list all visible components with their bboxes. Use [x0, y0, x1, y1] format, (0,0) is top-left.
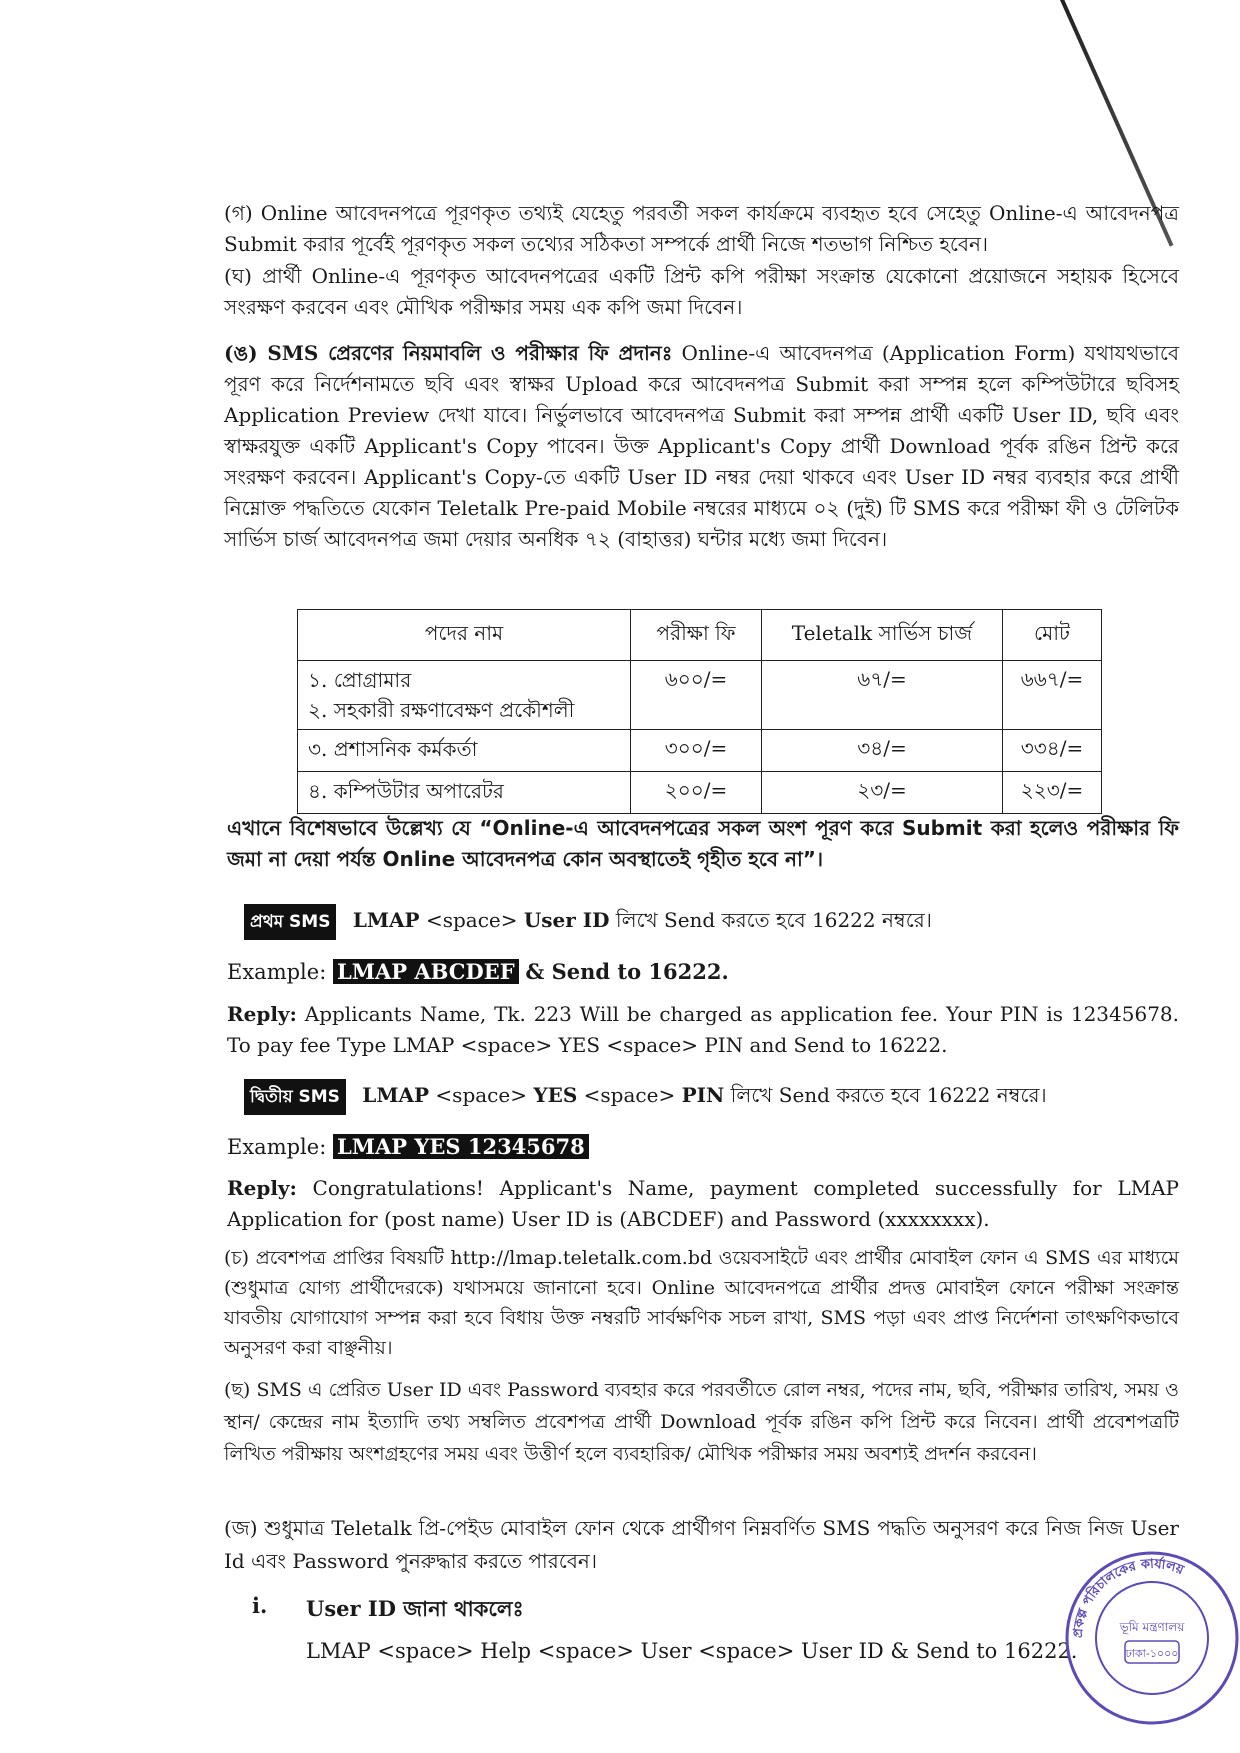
post-name: ৩. প্রশাসনিক কর্মকর্তা [308, 737, 478, 761]
list-marker-i: i. [252, 1593, 268, 1618]
post-name-cell [298, 661, 631, 730]
service-charge-cell: ৩৪/= [762, 730, 1003, 772]
header-service-charge: Teletalk সার্ভিস চার্জ [762, 610, 1003, 661]
post-name-cell [298, 730, 631, 772]
paragraph-ja: (জ) শুধুমাত্র Teletalk প্রি-পেইড মোবাইল ফোন থেকে প্রার্থীগণ নিম্নবর্ণিত SMS পদ্ধতি অনুসরণ করে নিজ নিজ User Id এবং Password পুনরুদ্ধার করতে পারবেন। [224, 1516, 1179, 1573]
sms2-cmd-d: <space> [583, 1083, 676, 1107]
paragraph-cha: (চ) প্রবেশপত্র প্রাপ্তির বিষয়টি http://lmap.teletalk.com.bd ওয়েবসাইটে এবং প্রার্থীর মোবাইল ফোন এ SMS এর মাধ্যমে (শুধুমাত্র যোগ্য প্রার্থীদেরকে) যথাসময়ে জানানো হবে। Online আবেদনপত্রে প্রার্থীর প্রদত্ত মোবাইল ফোনে পরীক্ষা সংক্রান্ত যাবতীয় যোগাযোগ সম্পন্ন করা হবে বিধায় উক্ত নম্বরটি সার্বক্ষণিক সচল রাখা, SMS পড়া এবং প্রাপ্ত নির্দেশনা তাৎক্ষণিকভাবে অনুসরণ করা বাঞ্ছনীয়। [224, 1247, 1179, 1359]
sms2-cmd-b: <space> [435, 1083, 527, 1107]
header-total: মোট [1003, 610, 1102, 661]
important-notice: এখানে বিশেষভাবে উল্লেখ্য যে “Online-এ আবেদনপত্রের সকল অংশ পূরণ করে Submit করা হলেও পরীক্ষার ফি জমা না দেয়া পর্যন্ত Online আবেদনপত্র কোন অবস্থাতেই গৃহীত হবে না”। [227, 816, 1179, 871]
sms1-reply [227, 999, 1179, 1061]
paragraph-chha: (ছ) SMS এ প্রেরিত User ID এবং Password ব্যবহার করে পরবর্তীতে রোল নম্বর, পদের নাম, ছবি, পরীক্ষার তারিখ, সময় ও স্থান/ কেন্দ্রের নাম ইত্যাদি তথ্য সম্বলিত প্রবেশপত্র প্রার্থী Download পূর্বক রঙিন কপি প্রিন্ট করে নিবেন। প্রার্থী প্রবেশপত্রটি লিখিত পরীক্ষায় অংশগ্রহণের সময় এবং উত্তীর্ণ হলে ব্যবহারিক/ মৌখিক পরীক্ষার সময় অবশ্যই প্রদর্শন করবেন। [224, 1379, 1179, 1465]
sms2-reply [227, 1173, 1179, 1235]
exam-fee-cell: ৩০০/= [631, 730, 762, 772]
sms2-rest: লিখে Send করতে হবে 16222 নম্বরে। [730, 1083, 1047, 1107]
list-i-heading: User ID জানা থাকলেঃ [306, 1596, 524, 1621]
sms2-example [227, 1130, 589, 1164]
sms1-instruction [244, 902, 932, 940]
service-charge-cell: ২৩/= [762, 772, 1003, 814]
post-name: ৪. কম্পিউটার অপারেটর [308, 779, 504, 803]
paragraph-ga: (গ) Online আবেদনপত্রে পূরণকৃত তথ্যই যেহেতু পরবর্তী সকল কার্যক্রমে ব্যবহৃত হবে সেহেতু Online-এ আবেদনপত্র Submit করার পূর্বেই পূরণকৃত সকল তথ্যের সঠিকতা সম্পর্কে প্রার্থী নিজে শতভাগ নিশ্চিত হবেন। [224, 201, 1179, 256]
paragraph-uma-body: Online-এ আবেদনপত্র (Application Form) যথাযথভাবে পূরণ করে নির্দেশনামতে ছবি এবং স্বাক্ষর Upload করে আবেদনপত্র Submit করা সম্পন্ন হলে কম্পিউটারে ছবিসহ Application Preview দেখা যাবে। নির্ভুলভাবে আবেদনপত্র Submit করা সম্পন্ন প্রার্থী একটি User ID, ছবি এবং স্বাক্ষরযুক্ত একটি Applicant's Copy পাবেন। উক্ত Applicant's Copy প্রার্থী Download পূর্বক রঙিন প্রিন্ট করে সংরক্ষণ করবেন। Applicant's Copy-তে একটি User ID নম্বর দেয়া থাকবে এবং User ID নম্বর ব্যবহার করে প্রার্থী নিম্নোক্ত পদ্ধতিতে যেকোন Teletalk Pre-paid Mobile নম্বরের মাধ্যমে ০২ (দুই) টি SMS করে পরীক্ষা ফী ও টেলিটক সার্ভিস চার্জ আবেদনপত্র জমা দেয়ার অনধিক ৭২ (বাহাত্তর) ঘন্টার মধ্যে জমা দিবেন। [224, 341, 1180, 551]
post-name-cell [298, 772, 631, 814]
post-name: ১. প্রোগ্রামার [308, 668, 412, 692]
sms2-reply-text: Congratulations! Applicant's Name, payment completed successfully for LMAP Application for (post name) User ID is (ABCDEF) and Password (xxxxxxxx). [227, 1176, 1180, 1231]
sms2-tag: দ্বিতীয় SMS [244, 1079, 346, 1115]
header-post-name: পদের নাম [298, 610, 631, 661]
sms1-reply-label: Reply: [227, 1002, 297, 1026]
sms1-example-code: LMAP ABCDEF [333, 959, 519, 984]
sms1-reply-text: Applicants Name, Tk. 223 Will be charged as application fee. Your PIN is 12345678. To pay fee Type LMAP <space> YES <space> PIN and Send to 16222. [227, 1002, 1180, 1057]
sms2-example-label: Example: [227, 1135, 327, 1159]
table-row [298, 730, 1102, 772]
sms2-instruction [244, 1077, 1047, 1115]
table-row [298, 772, 1102, 814]
official-seal-icon [1063, 1549, 1240, 1727]
post-name: ২. সহকারী রক্ষণাবেক্ষণ প্রকৌশলী [308, 698, 575, 722]
total-cell: ৬৬৭/= [1003, 661, 1102, 730]
exam-fee-cell: ৬০০/= [631, 661, 762, 730]
sms1-example-label: Example: [227, 960, 327, 984]
sms2-example-code: LMAP YES 12345678 [333, 1134, 589, 1159]
fee-table-header-row [298, 610, 1102, 661]
exam-fee-cell: ২০০/= [631, 772, 762, 814]
sms1-example-rest: & Send to 16222. [525, 959, 729, 984]
sms1-tag: প্রথম SMS [244, 904, 336, 940]
sms2-cmd-e: PIN [681, 1083, 725, 1107]
paragraph-uma [224, 338, 1179, 555]
svg-text:ভূমি মন্ত্রণালয়: ভূমি মন্ত্রণালয় [1119, 1620, 1185, 1634]
table-row [298, 661, 1102, 730]
total-cell: ২২৩/= [1003, 772, 1102, 814]
sms2-cmd-c: YES [533, 1083, 578, 1107]
sms1-rest: লিখে Send করতে হবে 16222 নম্বরে। [615, 908, 932, 932]
header-exam-fee: পরীক্ষা ফি [631, 610, 762, 661]
sms2-reply-label: Reply: [227, 1176, 297, 1200]
paragraph-gha: (ঘ) প্রার্থী Online-এ পূরণকৃত আবেদনপত্রের একটি প্রিন্ট কপি পরীক্ষা সংক্রান্ত যেকোনো প্রয়োজনে সহায়ক হিসেবে সংরক্ষণ করবেন এবং মৌখিক পরীক্ষার সময় এক কপি জমা দিবেন। [224, 264, 1179, 319]
sms2-cmd-a: LMAP [362, 1083, 430, 1107]
svg-text:প্রকল্প পরিচালকের কার্যালয়: প্রকল্প পরিচালকের কার্যালয় [1070, 1556, 1186, 1639]
sms1-cmd-a: LMAP [352, 908, 420, 932]
service-charge-cell: ৬৭/= [762, 661, 1003, 730]
fee-table [297, 609, 1102, 814]
total-cell: ৩৩৪/= [1003, 730, 1102, 772]
sms1-example [227, 955, 729, 989]
paragraph-uma-heading: (ঙ) SMS প্রেরণের নিয়মাবলি ও পরীক্ষার ফি প্রদানঃ [224, 341, 673, 365]
list-i-body: LMAP <space> Help <space> User <space> User ID & Send to 16222. [306, 1639, 1078, 1663]
sms1-cmd-b: <space> [425, 908, 518, 932]
svg-text:ঢাকা-১০০০: ঢাকা-১০০০ [1125, 1647, 1179, 1660]
sms1-cmd-c: User ID [523, 908, 610, 932]
